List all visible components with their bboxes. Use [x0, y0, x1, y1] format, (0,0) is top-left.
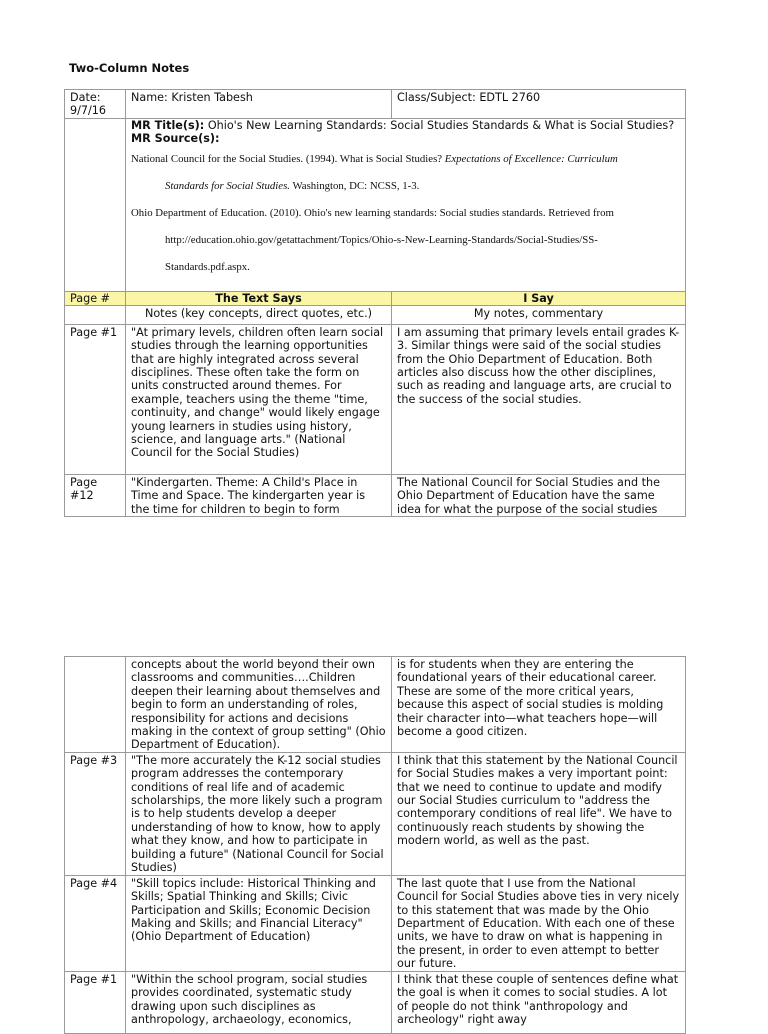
class-subject-cell: Class/Subject: EDTL 2760 [392, 90, 686, 119]
document-title: Two-Column Notes [69, 61, 190, 75]
source-2-url-end: Standards.pdf.aspx. [165, 260, 250, 273]
source-2: Ohio Department of Education. (2010). Ohio's new learning standards: Social studies standards. Retrieved from [131, 206, 614, 219]
row-note: I think that this statement by the National Council for Social Studies makes a very important point: that we need to continue to update and modify our Social Studies curriculum to "address the contemporary conditions of real life". We have to continuously reach students by showing the modern world, as well as the past. [392, 752, 686, 875]
row-text: "Skill topics include: Historical Thinking and Skills; Spatial Thinking and Skills; Civic Participation and Skills; Economic Decision Making and Skills; and Financial Literacy" (Ohio Department of Education) [126, 875, 392, 971]
row-text: concepts about the world beyond their own classrooms and communities….Children deepen their learning about themselves and begin to form an understanding of roles, responsibility for actions and decisions making in the context of group setting" (Ohio Department of Education). [126, 657, 392, 753]
source-2-url: http://education.ohio.gov/getattachment/Topics/Ohio-s-New-Learning-Standards/Social-Studies/SS- [165, 233, 598, 246]
column-header-row [65, 291, 686, 305]
table-row [65, 752, 686, 875]
col-i-say: I Say [392, 291, 686, 305]
table-row [65, 474, 686, 516]
row-note: The National Council for Social Studies and the Ohio Department of Education have the same idea for what the purpose of the social studies [392, 474, 686, 516]
subheader-row [65, 305, 686, 324]
row-page [65, 657, 126, 753]
col-page: Page # [65, 291, 126, 305]
row-page: Page #1 [65, 971, 126, 1033]
col-text-says: The Text Says [126, 291, 392, 305]
row-note: is for students when they are entering the foundational years of their educational career. These are some of the more critical years, because this aspect of social studies is molding their character into—what teachers hope—will become a good citizen. [392, 657, 686, 753]
source-list [131, 153, 680, 275]
row-note: The last quote that I use from the National Council for Social Studies above ties in very nicely to this statement that was made by the Ohio Department of Education. With each one of these units, we have to draw on what is happening in the present, in order to even attempt to better our future. [392, 875, 686, 971]
table-row [65, 657, 686, 753]
row-note: I am assuming that primary levels entail grades K-3. Similar things were said of the social studies from the Ohio Department of Education. Both articles also discuss how the other disciplines, such as reading and language arts, are crucial to the success of the social studies. [392, 324, 686, 474]
row-text: "Within the school program, social studies provides coordinated, systematic study drawing upon such disciplines as anthropology, archaeology, economics, [126, 971, 392, 1033]
mr-title [131, 119, 680, 132]
mr-title-label: MR Title(s): [131, 118, 205, 132]
source-1-cont: Standards for Social Studies. Washington, DC: NCSS, 1-3. [165, 179, 420, 192]
header-row [65, 90, 686, 119]
date-cell: Date: 9/7/16 [65, 90, 126, 119]
notes-table-top [64, 89, 686, 517]
table-row [65, 324, 686, 474]
source-page-cell [65, 118, 126, 291]
subheader-i-say: My notes, commentary [392, 305, 686, 324]
row-page: Page #3 [65, 752, 126, 875]
source-cell [126, 118, 686, 291]
notes-table-bottom [64, 656, 686, 1034]
row-text: "Kindergarten. Theme: A Child's Place in Time and Space. The kindergarten year is the time for children to begin to form [126, 474, 392, 516]
mr-source-label: MR Source(s): [131, 132, 220, 146]
subheader-page [65, 305, 126, 324]
row-page: Page #4 [65, 875, 126, 971]
row-page: Page #12 [65, 474, 126, 516]
row-page: Page #1 [65, 324, 126, 474]
subheader-text-says: Notes (key concepts, direct quotes, etc.) [126, 305, 392, 324]
row-text: "At primary levels, children often learn social studies through the learning opportunities that are highly integrated across several disciplines. These often take the form on units constructed around themes. For example, teachers using the theme "time, continuity, and change" would likely engage young learners in studies using history, science, and language arts." (National Council for the Social Studies) [126, 324, 392, 474]
row-note: I think that these couple of sentences define what the goal is when it comes to social studies. A lot of people do not think "anthropology and archeology" right away [392, 971, 686, 1033]
mr-title-text: Ohio's New Learning Standards: Social Studies Standards & What is Social Studies? [207, 118, 675, 132]
source-1: National Council for the Social Studies. (1994). What is Social Studies? Expectations of Excellence: Curriculum [131, 152, 618, 165]
source-row [65, 118, 686, 291]
row-text: "The more accurately the K-12 social studies program addresses the contemporary conditions of real life and of academic scholarships, the more likely such a program is to help students develop a deeper understanding of how to know, how to apply what they know, and how to participate in building a future" (National Council for Social Studies) [126, 752, 392, 875]
table-row [65, 875, 686, 971]
name-cell: Name: Kristen Tabesh [126, 90, 392, 119]
